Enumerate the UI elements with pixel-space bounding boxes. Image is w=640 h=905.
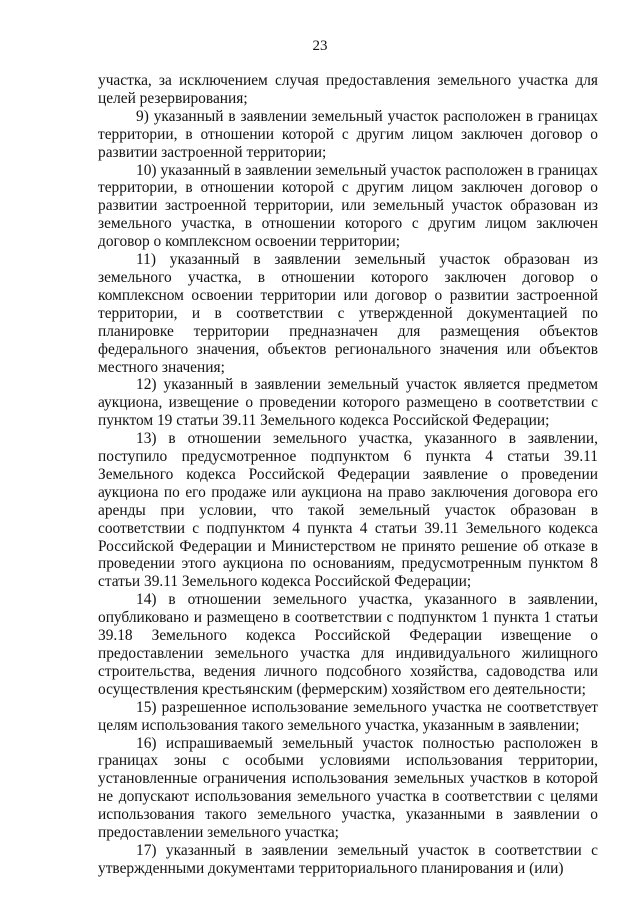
paragraph-item-15: 15) разрешенное использование земельного участка не соответствует целям использования такого земельного участка, указанным в заявлении; bbox=[98, 698, 598, 734]
paragraph-item-17: 17) указанный в заявлении земельный участок в соответствии с утвержденными документами территориального планирования и (или) bbox=[98, 841, 598, 877]
paragraph-item-16: 16) испрашиваемый земельный участок полностью расположен в границах зоны с особыми условиями использования территории, установленные ограничения использования земельных участков в которой не допускают использования земельного участка в соответствии с целями использования такого земельного участка, указанными в заявлении о предоставлении земельного участка; bbox=[98, 734, 598, 842]
paragraph-item-10: 10) указанный в заявлении земельный участок расположен в границах территории, в отношении которой с другим лицом заключен договор о развитии застроенной территории, или земельный участок образован из земельного участка, в отношении которого с другим лицом заключен договор о комплексном освоении территории; bbox=[98, 161, 598, 251]
paragraph-item-14: 14) в отношении земельного участка, указанного в заявлении, опубликовано и размещено в соответствии с подпунктом 1 пункта 1 статьи 39.18 Земельного кодекса Российской Федерации извещение о предоставлении земельного участка для индивидуального жилищного строительства, ведения личного подсобного хозяйства, садоводства или осуществления крестьянским (фермерским) хозяйством его деятельности; bbox=[98, 591, 598, 698]
paragraph-item-12: 12) указанный в заявлении земельный участок является предметом аукциона, извещение о проведении которого размещено в соответствии с пунктом 19 статьи 39.11 Земельного кодекса Российской Федерации; bbox=[98, 376, 598, 430]
page-number: 23 bbox=[312, 38, 328, 54]
paragraph-item-11: 11) указанный в заявлении земельный участок образован из земельного участка, в отношении которого заключен договор о комплексном освоении территории или договор о развитии застроенной территории, и в соответствии с утвержденной документацией по планировке территории предназначен для размещения объектов федерального значения, объектов регионального значения или объектов местного значения; bbox=[98, 251, 598, 376]
paragraph-item-13: 13) в отношении земельного участка, указанного в заявлении, поступило предусмотренное подпунктом 6 пункта 4 статьи 39.11 Земельного кодекса Российской Федерации заявление о проведении аукциона по его продаже или аукциона на право заключения договора его аренды при условии, что такой земельный участок образован в соответствии с подпунктом 4 пункта 4 статьи 39.11 Земельного кодекса Российской Федерации и Министерством не принято решение об отказе в проведении этого аукциона по основаниям, предусмотренным пунктом 8 статьи 39.11 Земельного кодекса Российской Федерации; bbox=[98, 430, 598, 591]
document-body bbox=[98, 72, 598, 878]
paragraph-item-9: 9) указанный в заявлении земельный участок расположен в границах территории, в отношении которой с другим лицом заключен договор о развитии застроенной территории; bbox=[98, 107, 598, 161]
paragraph-continuation: участка, за исключением случая предоставления земельного участка для целей резервирования; bbox=[98, 72, 598, 107]
